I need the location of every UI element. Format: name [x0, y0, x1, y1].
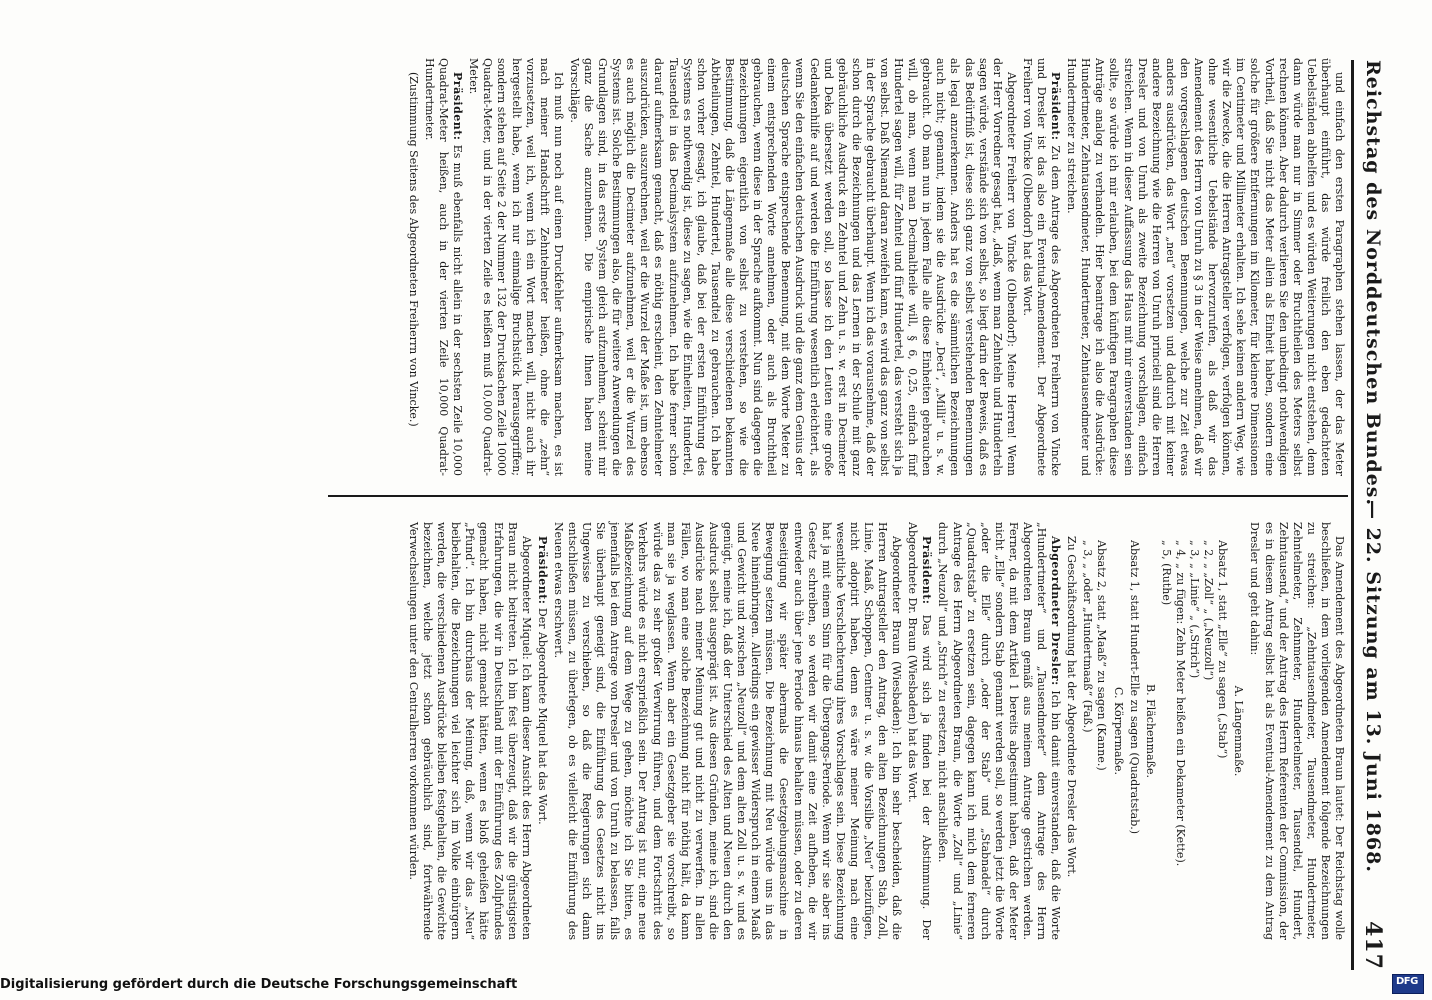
enumeration-item: „ 4, „ zu fügen: Zehn Meter heißen ein Dekameter (Kette).	[1173, 540, 1187, 867]
column-divider	[328, 495, 1348, 497]
speaker-name: Präsident:	[920, 536, 934, 605]
enumeration-list	[1127, 522, 1141, 940]
enumeration-item: „ 2, „ „Zoll“ „ („Neuzoll“)	[1202, 540, 1216, 681]
paragraph-text: Es muß ebenfalls nicht allein in der sechsten Zeile 10,000 Quadrat-Meter heißen, auch in der vierten Zeile 10,000 Quadrat-Hundertmeter.	[423, 58, 465, 476]
paragraph	[1064, 522, 1078, 940]
enumeration-item: „ 3, „ „oder „Hundertmaaß“ (Faß.)	[1081, 540, 1095, 733]
paragraph	[1247, 522, 1346, 940]
paragraph	[567, 58, 1018, 476]
enumeration-item: Absatz 1, statt „Elle“ zu sagen („Stab“)	[1216, 540, 1230, 759]
paragraph-text: Zu Geschäftsordnung hat der Abgeordnete Dresler das Wort.	[1065, 536, 1079, 878]
paragraph	[422, 58, 464, 476]
paragraph-text: Ich bin damit einverstanden, daß die Worte „Hundertmeter“ und „Tausendmeter“ dem Antrage des Herrn Abgeordneten Braun gemäß aus meinem Antrage gestrichen werden. Ferner, da mit dem Artikel 1 bereits abgestimmt haben, daß der Meter nicht „Elle“ sondern Stab genannt werden soll, so werden jetzt die Worte „oder die Elle“ durch „oder der Stab“ und „Stabnadel“ durch „Quadratstab“ zu ersetzen sein, dagegen kann ich mich dem ferneren Antrage des Herrn Abgeordneten Braun, die Worte „Zoll“ und „Linie“ durch „Neuzoll“ und „Strich“ zu ersetzen, nicht anschließen.	[936, 522, 1063, 940]
speaker-name: Abgeordneter Dresler:	[1049, 536, 1063, 686]
paragraph	[935, 522, 1062, 940]
right-column	[404, 522, 1346, 940]
paragraph-text: Das wird sich ja finden bei der Abstimmung. Der Abgeordnete Dr. Braun (Wiesbaden) hat das Wort.	[906, 522, 934, 940]
dfg-logo-icon	[1392, 974, 1424, 994]
paragraph-text: (Zustimmung Seitens des Abgeordneten Freiherrn von Vincke.)	[406, 72, 420, 427]
header-title: Reichstag des Norddeutschen Bundes.	[1362, 60, 1384, 507]
paragraph	[466, 58, 565, 476]
speaker-name: Präsident:	[1049, 72, 1063, 141]
paragraph	[551, 522, 903, 940]
paragraph-text: Zu dem Antrage des Abgeordneten Freiherrn von Vincke und Dresler ist das also ein Eventual-Amendement. Der Abgeordnete Freiherr von Vincke (Olbendorf) hat das Wort.	[1020, 58, 1063, 476]
speaker-name: Präsident:	[535, 536, 549, 605]
paragraph-text: Abgeordneter Freiherr von Vincke (Olbendorf): Meine Herren! Wenn der Herr Vorredner gesagt hat, „daß, wenn man Zehnteln und Hunderteln sagen würde, verstände sich von selbst, so liegt darin der Beweis, daß es das Bedürfniß ist, diese sich ganz von selbst verstehenden Benennungen als legal anzuerkennen. Anders hat es die sämmtlichen Bezeichnungen auch nicht; genannt, indem sie die Ausdrücke „Deci“, „Milli“ u. s. w. gebraucht. Ob man nun in jedem Falle alle diese Einheiten gebrauchen will, ob man, wenn man Decimaltheile will, § 6, 0,25, einfach fünf Hundertel sagen will, für Zehntel und fünf Hundertel, das versteht sich ja von selbst. Daß Niemand daran zweifeln kann, es wird das ganz von selbst in der Sprache gebraucht überhaupt. Wenn ich das vorausnehme, daß der schon durch die Bezeichnungen und das Lernen in der Schule mit ganz gebräuchliche Ausdruck ein Zehntel und Zehn u. s. w. erst in Decimeter und Deka übersetzt werden soll, so lasse ich den Leuten eine große Gedankenhilfe auf und werden die Einführung wesentlich erleichtert, als wenn Sie den einfachen deutschen Ausdruck und die ganz dem Genius der deutschen Sprache entsprechende Benennung, mit dem Worte Meter zu einem entsprechenden Worte annehmen, oder auch als Bruchtheil gebrauchen, wenn diese in der Sprache aufkommt. Nun sind dagegen die Bezeichnungen eigentlich von selbst zu verstehen, so wie die Bestimmung, daß die Längenmaße alle diese verschiedenen bekannten Abtheilungen, Zehntel, Hundertel, Tausendtel zu gebrauchen. Ich habe schon vorher gesagt, ich glaube, daß bei der ersten Einführung des Systems es nothwendig ist, diese zu sagen, wie die Einheiten, Hundertel, Tausendtel in das Decimalsystem aufzunehmen. Ich habe ferner schon darauf aufmerksam gemacht, daß es nöthig erscheint, den Zehntelmeter auszudrücken, auszurechnen, weil er die Wurzel der Maße ist, um ebenso es auch möglich die Decimeter aufzunehmen, weil er die Wurzel des Systems ist. Solche Bestimmungen also, die für weitere Anwendungen die Grundlagen sind, in das erste System gleich aufzunehmen, scheint mir ganz die Sache anzunehmen. Die empirische Ihnen haben meine Vorschläge.	[567, 58, 1018, 476]
dfg-logo-text: DFG	[1396, 976, 1418, 987]
paragraph-text: Das Amendement des Abgeordneten Braun lautet: Der Reichstag wolle beschließen, in dem vorliegenden Amendement folgende Bezeichnungen zu streichen: „Zehntausendmeter, Tausendmeter, Hundertmeter, Zehntelmeter, Zehnmeter, Hundertelmeter, Tausendtel, Hundert, Zehntausend,“ und der Antrag des Herrn Referenten der Commission, der es in diesem Antrag selbst hat als Eventual-Amendement zu dem Antrag Dresler und geht dahin:	[1248, 522, 1346, 940]
paragraph	[406, 58, 420, 476]
enumeration-item: „ 5, (Ruthe)	[1159, 540, 1173, 606]
enumeration-list	[1159, 522, 1229, 940]
page-number: 417	[1360, 921, 1386, 970]
paragraph-text: und einfach den ersten Paragraphen stehen lassen, der das Meter überhaupt einführt, das würde freilich den eben gedachteten Uebelständen abhelfen und es würden Weiterungen nicht entstehen, denn dann würde man nur in Simmer oder Bruchtheilen des Meters selbst rechnen können. Aber dadurch verlieren Sie den unbedingt nothwendigen Vortheil, daß Sie nicht das Meter allein als Einheit haben, sondern eine solche für größere Entfernungen im Kilometer, für kleinere Dimensionen im Centimeter und Millimeter erhalten. Ich sehe keinen andern Weg, wie wir die Zwecke, die die Herren Antragsteller verfolgen, verfolgen können, ohne wesentliche Uebelstände hervorzurufen, als daß wir das Amendement des Herrn von Unruh zu § 3 in der Weise annehmen, daß wir den vorgeschlagenen deutschen Benennungen, welche zur Zeit etwas anders ausdrücken, das Wort „neu“ vorsetzen und dadurch mit keiner andere Bezeichnung wie die Herren von Unruh princiell sind die Herren Dresler und von Unruh als zweite Bezeichnung vorschlagen, einfach streichen. Wenn in dieser Auffassung das Haus mit mir einverstanden sein sollte, so würde ich mir erlauben, bei dem künftigen Paragraphen diese Anträge analog zu verhandeln. Hier beantrage ich also die Ausdrücke: Hundertmeter, Zehntausendmeter, Hundertmeter, Zehntausendmeter und Hundertmeter zu streichen.	[1065, 58, 1346, 476]
section-heading: B. Flächenmaße.	[1143, 684, 1157, 778]
header-rule	[1351, 60, 1354, 970]
page-header	[1358, 60, 1390, 970]
paragraph	[1020, 58, 1062, 476]
enumeration-item: „ 3, „ „Linie“ „ („Strich“)	[1188, 540, 1202, 679]
paragraph-text: Abgeordneter Braun (Wiesbaden): Ich bin sehr bescheiden, daß die Herren Antragsteller den Antrag, den alten Bezeichnungen Stab, Zoll, Linie, Maaß, Schoppen, Centner u. s. w. die Vorsilbe „Neu“ beizufügen, nicht adoptirt haben, denn es wäre meiner Meinung nach eine wesentliche Verschlechterung ihres Vorschlages sein. Diese Bezeichnung hat ja mit einem Sinn für die Übergangs-Periode. Wenn wir sie aber ins Gesetz schreiben, so werden wir damit eine Zeit aufheben, die wir entweder auch über jene Periode hinaus behalten müssen, oder zu deren Beseitigung wir später abermals die Gesetzgebungsmaschine in Bewegung setzen müssen. Die Bezeichnung mit Neu würde uns in das Neue hineinbringen. Allerdings ein gewisser Widerspruch in einem Maaß und Gewicht und zwischen „Neuzoll“ und dem alten Zoll u. s. w. und es genügt, meine ich, daß der Unterschied des Alten und Neuen durch den Ausdruck selbst ausgeprägt ist. Aus diesen Gründen, meine ich, sind die Ausdrücke nach meiner Meinung gut und nicht zu verwerfen. In allen Fällen, wo man eine solche Bezeichnung nicht für nöthig hält, da kann man sie ja weglassen. Wenn aber ein Gesetzgeber sie vorschreibt, so würde das zu sehr großer Verwirrung führen, und dem Fortschritt des Verkehrs würde es nicht ersprießlich sein. Der Antrag ist nur, eine neue Maßbezeichnung auf dem Wege zu gehen, möchte ich Sie bitten, es jenenfalls bei dem Antrage von Dresler und von Unruh zu belassen, falls Sie überhaupt geneigt sind, die Einführung des Gesetzes nicht ins Ungewisse zu verschieben, so daß die Regierungen sich dann entschließen müssen, zu überlegen, ob es vielleicht die Einführung des Neuen etwas erschwert.	[551, 522, 904, 940]
header-session: — 22. Sitzung am 13. Juni 1868.	[1362, 500, 1384, 873]
section-heading: C. Körpermaße.	[1111, 687, 1125, 775]
enumeration-item: Absatz 2, statt „Maaß“ zu sagen (Kanne.)	[1095, 540, 1109, 771]
enumeration-list	[1080, 522, 1108, 940]
paragraph-text: Abgeordneter Miquel: Ich kann dieser Ansicht des Herrn Abgeordneten Braun nicht beitreten. Ich bin fest überzeugt, daß wir die günstigsten Erfahrungen, die wir in Deutschland mit der Einführung des Zollpfundes gemacht haben, nicht gemacht hätten, wenn es bloß geheißen hätte „Pfund“. Ich bin durchaus der Meinung, daß, wenn wir das „Neu“ beibehalten, die Bezeichnungen viel leichter sich im Volke einbürgern werden, die verschiedenen Ausdrücke bleiben festgehalten, die Gewichte bezeichnen, welche jetzt schon gebräuchlich sind, fortwährende Verwechselungen unter den Centralherren vorkommen würden.	[407, 522, 533, 940]
left-column	[404, 58, 1346, 476]
paragraph	[1064, 58, 1346, 476]
enumeration-item: Absatz 1, statt Hundert-Elle zu sagen (Quadratstab.)	[1127, 540, 1141, 835]
digitization-credit: Digitalisierung gefördert durch die Deutsche Forschungsgemeinschaft	[0, 977, 518, 992]
paragraph-text: Ich muß nun noch auf einen Druckfehler aufmerksam machen, es ist nach meiner Handschrift Zehntelmeter heißen, ohne die „zehn“ vorzusetzen, weil ich, wenn ich ein Wort machen will, nicht auch ihr hergestellt habe, wenn ich nur einmalige Bruchstück herausgegriffen; sondern stehen auf Seite 2 der Nummer 132 der Drucksachen Zeile 10000 Quadrat-Meter, und in der vierten Zeile es heißen muß 10,000 Quadrat-Meter.	[467, 58, 565, 476]
paragraph-text: Der Abgeordnete Miquel hat das Wort.	[535, 607, 549, 825]
paragraph	[535, 522, 549, 940]
section-heading: A. Längenmaße.	[1232, 685, 1246, 777]
speaker-name: Präsident:	[451, 72, 465, 141]
paragraph	[406, 522, 533, 940]
paragraph	[905, 522, 933, 940]
